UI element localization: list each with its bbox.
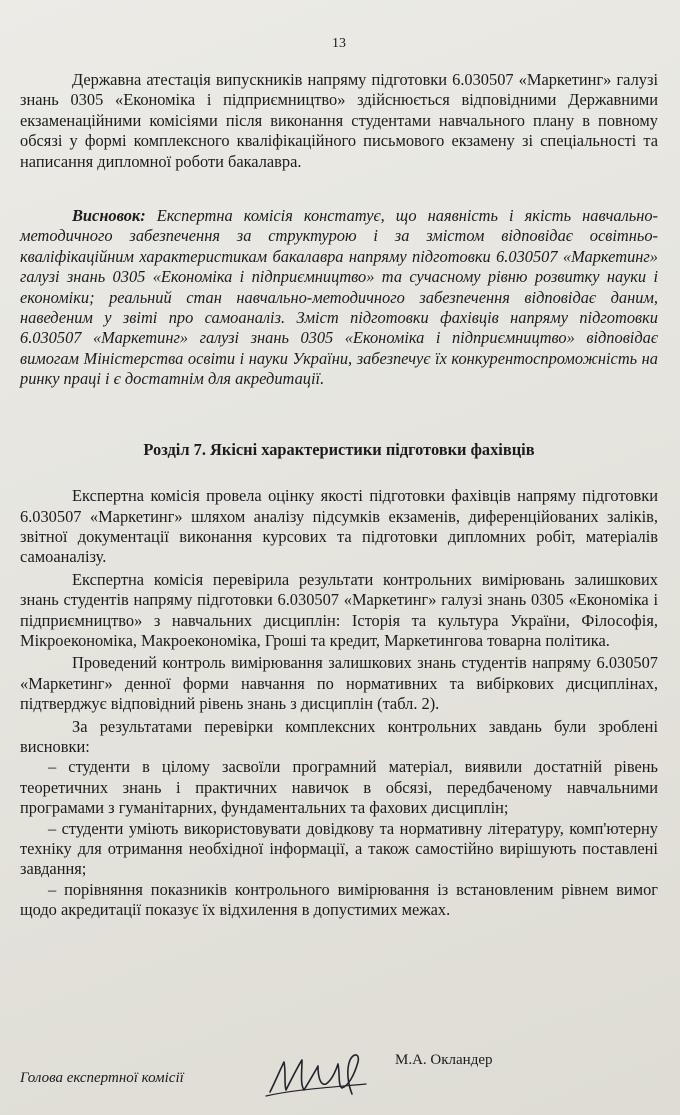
conclusion-list-item: – порівняння показників контрольного вимірювання із встановленим рівнем вимог щодо акредитації показує їх відхилення в допустимих межах. — [20, 879, 658, 920]
attestation-paragraph: Державна атестація випускників напряму підготовки 6.030507 «Маркетинг» галузі знань 0305 «Економіка і підприємництво» здійснюється відповідними Державними екзаменаційними комісіями після виконання студентами навчального плану в повному обсязі у формі комплексного кваліфікаційного письмового екзамену зі спеціальності та написання дипломної роботи бакалавра. — [20, 70, 658, 171]
page-number: 13 — [332, 36, 346, 51]
conclusion-list-item: – студенти уміють використовувати довідкову та нормативну літературу, комп'ютерну техніку для отримання необхідної інформації, а також самостійно вирішують поставлені завдання; — [20, 818, 658, 879]
conclusion-label: Висновок: — [72, 206, 146, 226]
evaluation-paragraph: Експертна комісія провела оцінку якості підготовки фахівців напряму підготовки 6.030507 «Маркетинг» шляхом аналізу підсумків екзаменів, диференційованих заліків, звітної документації виконання курсових та підготовки дипломних робіт, матеріалів самоаналізу. — [20, 486, 658, 567]
commission-head-name: М.А. Окландер — [395, 1052, 493, 1068]
conclusion-list-item: – студенти в цілому засвоїли програмний матеріал, виявили достатній рівень теоретичних знань і практичних навичок в обсязі, передбаченому навчальними програмами з гуманітарних, фундаментальних та фахових дисциплін; — [20, 757, 658, 818]
handwritten-signature — [262, 1040, 372, 1100]
signature-block — [20, 1040, 658, 1100]
results-intro-paragraph: За результатами перевірки комплексних контрольних завдань були зроблені висновки: — [20, 716, 658, 756]
commission-head-label: Голова експертної комісії — [20, 1070, 184, 1086]
conclusion-paragraph — [20, 206, 658, 390]
knowledge-check-paragraph: Експертна комісія перевірила результати контрольних вимірювань залишкових знань студентів напряму підготовки 6.030507 «Маркетинг» галузі знань 0305 «Економіка і підприємництво» з навчальних дисциплін: Історія та культура України, Філософія, Мікроекономіка, Макроекономіка, Гроші та кредит, Маркетингова товарна політика. — [20, 569, 658, 650]
section-title: Розділ 7. Якісні характеристики підготовки фахівців — [143, 439, 535, 459]
control-paragraph: Проведений контроль вимірювання залишкових знань студентів напряму 6.030507 «Маркетинг» денної форми навчання по нормативних та вибіркових дисциплінах, підтверджує відповідний рівень знань з дисциплін (табл. 2). — [20, 653, 658, 714]
conclusion-text: Експертна комісія констатує, що наявність і якість навчально-методичного забезпечення за структурою і за змістом відповідає освітньо-кваліфікаційним характеристикам бакалавра напряму підготовки 6.030507 «Маркетинг» галузі знань 0305 «Економіка і підприємництво» та сучасному рівню розвитку науки і економіки; реальний стан навчально-методичного забезпечення відповідає даним, наведеним у звіті про самоаналіз. Зміст підготовки фахівців напряму підготовки 6.030507 «Маркетинг» галузі знань 0305 «Економіка і підприємництво» відповідає вимогам Міністерства освіти і науки України, забезпечує їх конкурентоспроможність на ринку праці і є достатнім для акредитації. — [20, 206, 658, 389]
